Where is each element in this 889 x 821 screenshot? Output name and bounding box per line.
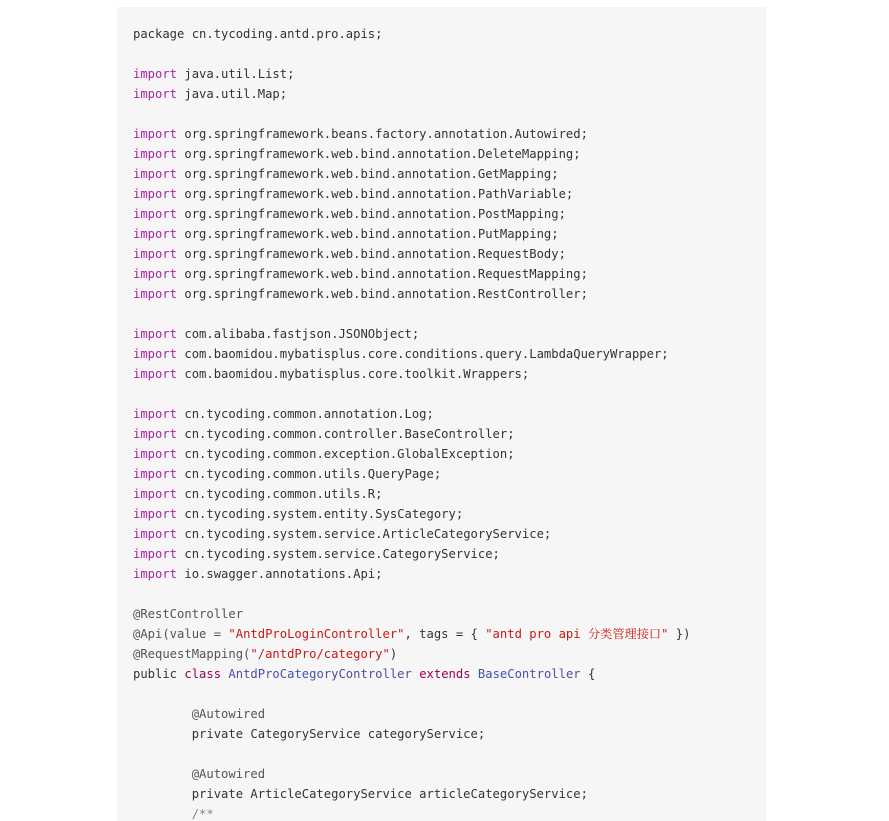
code-token: org.springframework.web.bind.annotation.PathVariable; [177, 187, 574, 201]
code-token: @RequestMapping( [133, 647, 251, 661]
code-line [133, 404, 766, 424]
code-token: "/antdPro/category" [250, 647, 390, 661]
code-token: com.baomidou.mybatisplus.core.conditions.query.LambdaQueryWrapper; [177, 347, 669, 361]
code-token: import [133, 527, 178, 541]
code-line [133, 44, 766, 64]
code-line [133, 684, 766, 704]
code-token: "AntdProLoginController" [228, 627, 405, 641]
code-token: BaseController [477, 667, 581, 681]
code-token: { [580, 667, 596, 681]
code-line [133, 604, 766, 624]
code-line [133, 544, 766, 564]
code-token: "antd pro api 分类管理接口" [485, 627, 669, 641]
code-line [133, 204, 766, 224]
code-line [133, 184, 766, 204]
code-token: java.util.Map; [177, 87, 288, 101]
code-token [471, 667, 478, 681]
code-token: package cn.tycoding.antd.pro.apis; [133, 27, 383, 41]
code-token: import [133, 567, 178, 581]
code-line [133, 224, 766, 244]
code-token: public [133, 667, 185, 681]
code-token: import [133, 547, 178, 561]
code-line [133, 24, 766, 44]
code-line [133, 244, 766, 264]
code-token: java.util.List; [177, 67, 295, 81]
code-line [133, 284, 766, 304]
code-token: , tags = { [404, 627, 486, 641]
code-token: import [133, 267, 178, 281]
code-line [133, 444, 766, 464]
code-token: import [133, 487, 178, 501]
code-token: }) [668, 627, 691, 641]
code-token: import [133, 447, 178, 461]
code-line [133, 804, 766, 821]
code-token: import [133, 187, 178, 201]
code-block [117, 7, 766, 821]
code-token: @Autowired [133, 767, 266, 781]
code-line [133, 564, 766, 584]
code-token: import [133, 207, 178, 221]
code-line [133, 324, 766, 344]
code-token: import [133, 167, 178, 181]
code-token: cn.tycoding.common.utils.QueryPage; [177, 467, 442, 481]
code-line [133, 584, 766, 604]
code-token: org.springframework.web.bind.annotation.GetMapping; [177, 167, 559, 181]
code-line [133, 664, 766, 684]
code-token: cn.tycoding.common.controller.BaseController; [177, 427, 515, 441]
code-token: AntdProCategoryController [228, 667, 412, 681]
code-token: cn.tycoding.common.annotation.Log; [177, 407, 434, 421]
code-token: /** [133, 807, 214, 821]
code-token: @Api(value = [133, 627, 229, 641]
code-line [133, 644, 766, 664]
code-token: import [133, 147, 178, 161]
code-token: import [133, 367, 178, 381]
code-line [133, 384, 766, 404]
code-token: import [133, 127, 178, 141]
code-line [133, 424, 766, 444]
code-token: org.springframework.web.bind.annotation.RequestMapping; [177, 267, 588, 281]
code-token: import [133, 227, 178, 241]
code-token: org.springframework.web.bind.annotation.DeleteMapping; [177, 147, 581, 161]
code-token: import [133, 347, 178, 361]
code-token: @RestController [133, 607, 244, 621]
code-token: cn.tycoding.common.exception.GlobalException; [177, 447, 515, 461]
code-token: cn.tycoding.system.entity.SysCategory; [177, 507, 464, 521]
code-token: com.baomidou.mybatisplus.core.toolkit.Wrappers; [177, 367, 530, 381]
code-token: io.swagger.annotations.Api; [177, 567, 383, 581]
code-token: org.springframework.web.bind.annotation.RequestBody; [177, 247, 566, 261]
code-token: org.springframework.web.bind.annotation.RestController; [177, 287, 588, 301]
code-line [133, 524, 766, 544]
code-line [133, 464, 766, 484]
code-token: import [133, 287, 178, 301]
code-line [133, 744, 766, 764]
code-token: cn.tycoding.system.service.CategoryService; [177, 547, 500, 561]
code-token: @Autowired [133, 707, 266, 721]
code-lines [133, 24, 766, 821]
code-line [133, 624, 766, 644]
code-token: import [133, 247, 178, 261]
code-token: import [133, 87, 178, 101]
code-line [133, 104, 766, 124]
code-line [133, 264, 766, 284]
code-line [133, 784, 766, 804]
code-line [133, 84, 766, 104]
code-line [133, 124, 766, 144]
code-token: import [133, 507, 178, 521]
code-token: import [133, 467, 178, 481]
code-line [133, 344, 766, 364]
code-token: org.springframework.beans.factory.annotation.Autowired; [177, 127, 588, 141]
code-line [133, 484, 766, 504]
code-line [133, 304, 766, 324]
code-token: cn.tycoding.common.utils.R; [177, 487, 383, 501]
code-token: cn.tycoding.system.service.ArticleCategoryService; [177, 527, 552, 541]
code-line [133, 144, 766, 164]
code-line [133, 64, 766, 84]
code-token: extends [419, 667, 471, 681]
code-line [133, 164, 766, 184]
code-token: import [133, 407, 178, 421]
code-token: import [133, 427, 178, 441]
code-token: import [133, 67, 178, 81]
code-token: org.springframework.web.bind.annotation.PostMapping; [177, 207, 566, 221]
code-token: ) [389, 647, 398, 661]
code-line [133, 364, 766, 384]
code-token: import [133, 327, 178, 341]
code-token: private CategoryService categoryService; [133, 727, 486, 741]
code-line [133, 764, 766, 784]
code-token: org.springframework.web.bind.annotation.PutMapping; [177, 227, 559, 241]
code-token: com.alibaba.fastjson.JSONObject; [177, 327, 420, 341]
code-token: class [184, 667, 222, 681]
code-line [133, 704, 766, 724]
code-line [133, 724, 766, 744]
code-line [133, 504, 766, 524]
code-token: private ArticleCategoryService articleCategoryService; [133, 787, 588, 801]
